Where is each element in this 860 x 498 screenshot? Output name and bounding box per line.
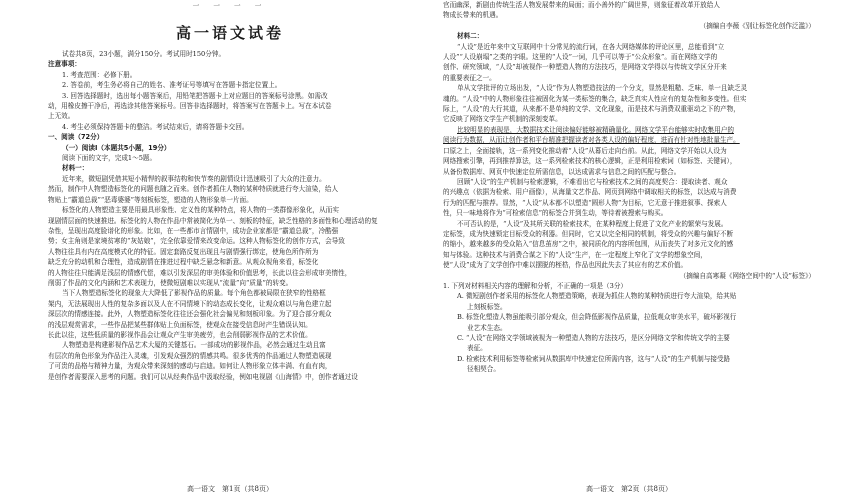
section-reading: 一、阅读（72分） xyxy=(48,133,104,142)
passage-line: 近年来，微短剧凭借其短小精悍的叙事结构和快节奏的剧情设计迅速吸引了大众的注意力。 xyxy=(62,174,326,183)
notice-3: 3. 回答选择题时，选出每小题答案后，用铅笔把答题卡上对应题目的答案标号涂黑。如需改 xyxy=(62,91,328,100)
passage-line: 际上，“人设”的大行其道，从来都不是单纯的文学、文化现象，而是技术与消费双重驱动之下的产物， xyxy=(443,105,740,114)
passage-line: 官而幽深，新剧由传统生活人物发展带来的局面；而小善外的广阔世界，则象征着改革开放给人 xyxy=(443,1,720,9)
passage-line: 现剧情层面的快速推进。标签化的人物在作品中常被简化为单一、刻板的特征，缺乏性格的多面性和心理活动的复 xyxy=(48,216,378,225)
page-one-footer: 高一语文 第1页（共8页） xyxy=(187,485,273,493)
page-one xyxy=(48,0,412,498)
underlined-line: 阅读行为数据，从而让创作者和平台精准把握读者对各类人设的偏好程度，进而有针对性地批量生产。 xyxy=(443,136,740,145)
reading-instruction: 阅读下面的文字，完成1～5题。 xyxy=(62,154,157,163)
passage-line: 知与体验。这种技术与消费合谋之下的“人设”生产，在一定程度上窄化了文学的想象空间， xyxy=(443,250,707,259)
passage-line: 人设”“人设崩塌”之类的字眼。这里的“人设”一词，几乎可以等于“公众形象”。而在网络文学的 xyxy=(443,53,718,62)
option-b-cont: 业艺术生态。 xyxy=(467,323,507,332)
passage-line: 了可贵的品格与精神力量，为观众带来深刻的感动与启迪。如何让人物形象立体丰满、有血有肉， xyxy=(48,362,332,371)
option-c: C. “人设”在网络文学领域被视为一种塑造人物的方法技巧，是区分网络文学和传统文学的主要 xyxy=(457,334,730,342)
passage-line: 定标签，成为快速锁定目标受众的利器。但同时，它又以完全相同的机制，将受众的兴趣与偏好不断 xyxy=(443,229,734,238)
passage-line: 魂的。“人设”中的人物形象往往被固化为某一类标签的集合，缺乏真实人性应有的复杂性和多变性。但实 xyxy=(443,94,747,103)
notice-4: 4. 考生必须保持答题卡的整洁。考试结束后，请将答题卡交回。 xyxy=(62,122,249,131)
source-citation-two: （摘编自高寒凝《网络空间中的“人设”标签》） xyxy=(679,271,815,280)
passage-line: 网络搜索引擎，再到推荐算法，这一系列检索技术的核心逻辑，正是利用检索词（如标签、关键词）， xyxy=(443,157,737,166)
material-one-label: 材料一： xyxy=(62,164,89,173)
page-two-footer: 高一语文 第2页（共8页） xyxy=(586,485,672,493)
option-a-cont: 上刻板标签。 xyxy=(467,302,507,311)
option-a: A. 微短剧创作者采用的标签化人物塑造策略，表现为抓住人物的某种特质进行夸大渲染，给其贴 xyxy=(457,292,737,301)
question-one: 1. 下列对材料相关内容的理解和分析，不正确的一项是（3分） xyxy=(443,281,628,290)
passage-line: 的浅层观赏需求，一些作品把某些群体贴上负面标签，使观众在接受信息时产生错误认知。 xyxy=(48,320,312,329)
material-two-label: 材料二： xyxy=(457,32,484,41)
passage-line: 创作、研究领域，“人设”却被视作一种塑造人物的方法技巧，是网络文学得以与传统文学区分开来 xyxy=(443,63,727,72)
passage-line: 从备份数据库、网页中快速定位所需信息，以达成需求与信息之间的匹配与整合。 xyxy=(443,167,681,176)
passage-line: 架内，无法展现出人性的复杂多面以及人在不同情境下的动态成长变化，让观众难以与角色建立起 xyxy=(48,299,332,308)
subsection-reading-1: （一）阅读Ⅰ（本题共5小题，19分） xyxy=(62,143,171,152)
source-citation-one: （摘编自李薇《别让标签化创作泛滥》） xyxy=(699,21,815,30)
passage-line: 的缩小，越来越多的受众陷入“信息茧房”之中，被同质化的内容所包围，从而丧失了对多元文化的感 xyxy=(443,240,734,249)
top-cut-text: 一 一 一 一 xyxy=(192,2,268,8)
passage-line: 杂性，呈现出高度脸谱化的形象。比如，在一些都市言情剧中，成功企业家都是“霸道总裁”，冷酷强 xyxy=(48,226,339,235)
passage-line: 的重要表征之一。 xyxy=(443,73,496,82)
passage-line: “人设”是近年来中文互联网中十分常见的流行词，在各大网络媒体的评论区里，总能看到“立 xyxy=(457,42,725,51)
option-d-cont: 径相契合。 xyxy=(467,365,500,374)
passage-line: 不可否认的是，“人设”及其所关联的检索技术，在某种程度上促进了文化产业的繁荣与发展。 xyxy=(457,219,728,228)
exam-info: 试卷共8页，23小题，满分150分。考试用时150分钟。 xyxy=(62,50,226,58)
notice-heading: 注意事项： xyxy=(48,60,81,69)
underlined-line: 比较明显的表现是，大数据技术让阅读偏好能够被精确量化。网络文学平台能够实时收集用户的 xyxy=(457,125,734,134)
notice-1: 1. 考查范围：必修下册。 xyxy=(62,70,137,79)
notice-2: 2. 答卷前，考生务必将自己的姓名、准考证号等填写在答题卡指定位置上。 xyxy=(62,81,282,90)
passage-line: 然而，制作中人物塑造标签化的问题也随之而来。创作者抓住人物的某种特质就进行夸大渲染，给人 xyxy=(48,185,339,194)
option-b: B. 标签化塑造人物虽能吸引部分观众，但会降低影视作品质量，拉低观众审美水平，破坏影视行 xyxy=(457,313,737,322)
passage-line: 深层次的情感连接。此外，人物塑造标签化往往还会强化社会偏见和刻板印象。为了迎合部分观众 xyxy=(48,310,332,319)
passage-line: 它反映了网络文学生产机制的深刻变革。 xyxy=(443,115,562,124)
passage-line: 人物塑造是构建影视作品艺术大厦的关键基石。一部成功的影视作品，必然会通过生动且富 xyxy=(62,341,326,350)
exam-title: 高一语文试卷 xyxy=(175,24,284,42)
passage-line: 是创作者需要深入思考的问题。我们可以从经典作品中汲取经验，例如电视剧《山海情》中，创作者通过设 xyxy=(48,372,358,381)
option-c-cont: 表征。 xyxy=(467,344,487,353)
passage-line: 性，只一味地将作为“可检索信息”的标签合并到生动，等待着被搜索与购买。 xyxy=(443,209,668,218)
notice-3-end: 上无效。 xyxy=(48,112,75,121)
passage-line: 有层次的角色形象为作品注入灵魂，引发观众强烈的情感共鸣。很多优秀的作品通过人物塑造展现 xyxy=(48,351,332,360)
passage-line: 标签化的人物塑造主要是用最具形象性、定义性的某种特点，将人物的一类群像形象化，从而实 xyxy=(62,206,339,215)
passage-line: 回顾“人设”的生产机制与检索逻辑，不难看出它与检索技术之间的高度契合：提取读者、观众 xyxy=(457,177,728,186)
notice-3-cont: 动，用橡皮擦干净后，再选涂其他答案标号。回答非选择题时，将答案写在答题卡上。写在本试卷 xyxy=(48,102,332,111)
passage-line: 削弱了作品的文化内涵和艺术表现力，使微短剧难以实现从“流量”向“质量”的转变。 xyxy=(48,278,293,287)
passage-line: 口原之上，全面接轨，这一系列变化推动着“人设”从幕后走向台前。从此，网络文学开始以人设为 xyxy=(443,146,727,155)
passage-line: 人物往往具有内在高度模式化的特征。固定套路反复出现且与剧情强行绑定，使角色所作所为 xyxy=(48,247,319,256)
passage-line: 物贴上“霸道总裁”“恶毒婆婆”等刻板标签，塑造的人物形象单一片面。 xyxy=(48,195,253,204)
passage-line: 的人物往往只能满足浅层的情感代偿，难以引发深层的审美体验和价值思考，长此以往会形成审美惰性， xyxy=(48,268,352,277)
page-two xyxy=(443,0,815,498)
option-d: D. 检索技术利用标签等检索词从数据库中快速定位所需内容，这与“人设”的生产机制与接受路 xyxy=(457,354,731,363)
passage-line: 物成长带来的机遇。 xyxy=(443,11,503,20)
passage-line: 势；女主角则是家境贫寒的“灰姑娘”，完全依靠爱情来改变命运。这种人物标签化的创作方式，会导致 xyxy=(48,237,345,246)
passage-line: 当下人物塑造标签化的现象大大降低了影视作品的质量。每个角色都被局限在狭窄的性格框 xyxy=(62,289,326,298)
passage-line: 单从文学批评的立场出发，“人设”作为人物塑造技法的一个分支，显然是粗糙、乏味、单一且缺乏灵 xyxy=(457,84,748,93)
passage-line: 使“人设”成为了文学创作中难以摆脱的桎梏，作品也因此失去了其应有的艺术价值。 xyxy=(443,261,688,270)
passage-line: 缺乏充分的动机和合理性，造成剧情在推进过程中缺乏悬念和新意。从观众视角来看，标签化 xyxy=(48,258,319,267)
passage-line: 的兴趣点（依据为检索、用户画像），从海量文艺作品、网页到网络中调取相关的标签，以达成与消费 xyxy=(443,188,737,197)
passage-line: 行为的匹配与推荐。显然，“人设”从本都不以塑造“圆形人物”为目标，它无意于推进叙事、探索人 xyxy=(443,198,727,207)
passage-line: 长此以往，这些低质量的影视作品会让观众产生审美疲劳，也会削弱影视作品的艺术价值。 xyxy=(48,330,312,339)
